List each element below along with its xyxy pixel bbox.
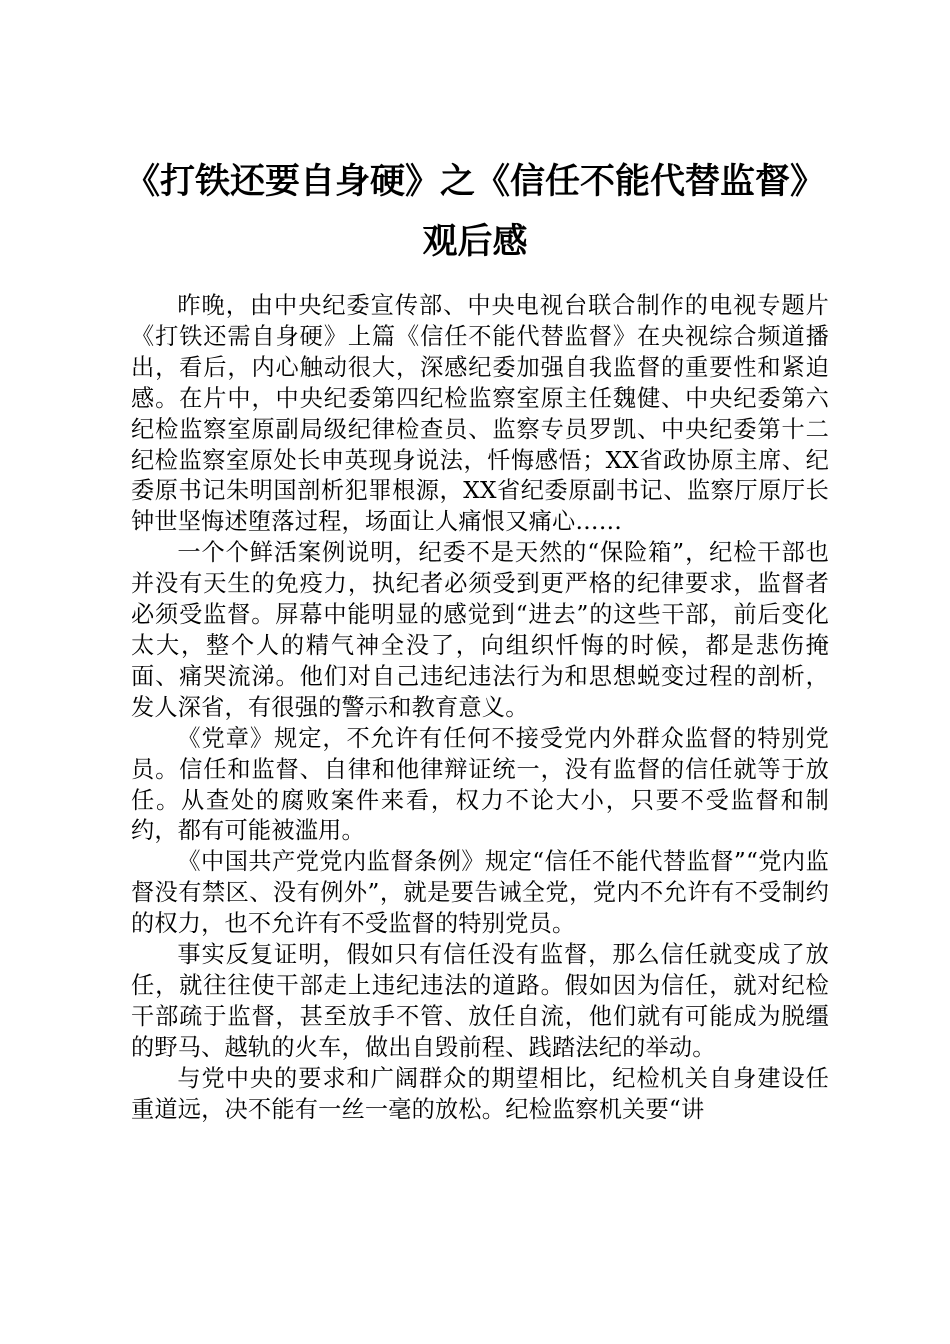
document-body [131,291,829,1125]
document-title-line-2: 观后感 [422,221,528,262]
paragraph: 事实反复证明，假如只有信任没有监督，那么信任就变成了放任，就往往使干部走上违纪违法的道路。假如因为信任，就对纪检干部疏于监督，甚至放手不管、放任自流，他们就有可能成为脱缰的野马、越轨的火车，做出自毁前程、践踏法纪的举动。 [131,941,829,1061]
paragraph: 一个个鲜活案例说明，纪委不是天然的“保险箱”，纪检干部也并没有天生的免疫力，执纪者必须受到更严格的纪律要求，监督者必须受监督。屏幕中能明显的感觉到“进去”的这些干部，前后变化太大，整个人的精气神全没了，向组织忏悔的时候，都是悲伤掩面、痛哭流涕。他们对自己违纪违法行为和思想蜕变过程的剖析，发人深省，有很强的警示和教育意义。 [131,539,829,721]
paragraph: 《党章》规定，不允许有任何不接受党内外群众监督的特别党员。信任和监督、自律和他律辩证统一，没有监督的信任就等于放任。从查处的腐败案件来看，权力不论大小，只要不受监督和制约，都有可能被滥用。 [131,724,829,845]
paragraph: 与党中央的要求和广阔群众的期望相比，纪检机关自身建设任重道远，决不能有一丝一毫的放松。纪检监察机关要“讲 [131,1064,829,1123]
paragraph: 《中国共产党党内监督条例》规定“信任不能代替监督”“党内监督没有禁区、没有例外”，就是要告诫全党，党内不允许有不受制约的权力，也不允许有不受监督的特别党员。 [131,848,829,938]
paragraph: 昨晚，由中央纪委宣传部、中央电视台联合制作的电视专题片《打铁还需自身硬》上篇《信任不能代替监督》在央视综合频道播出，看后，内心触动很大，深感纪委加强自我监督的重要性和紧迫感。在片中，中央纪委第四纪检监察室原主任魏健、中央纪委第六纪检监察室原副局级纪律检查员、监察专员罗凯、中央纪委第十二纪检监察室原处长申英现身说法，忏悔感悟；XX省政协原主席、纪委原书记朱明国剖析犯罪根源，XX省纪委原副书记、监察厅原厅长钟世坚悔述堕落过程，场面让人痛恨又痛心…… [131,292,829,536]
document-title-line-1: 《打铁还要自身硬》之《信任不能代替监督》 [124,161,825,202]
